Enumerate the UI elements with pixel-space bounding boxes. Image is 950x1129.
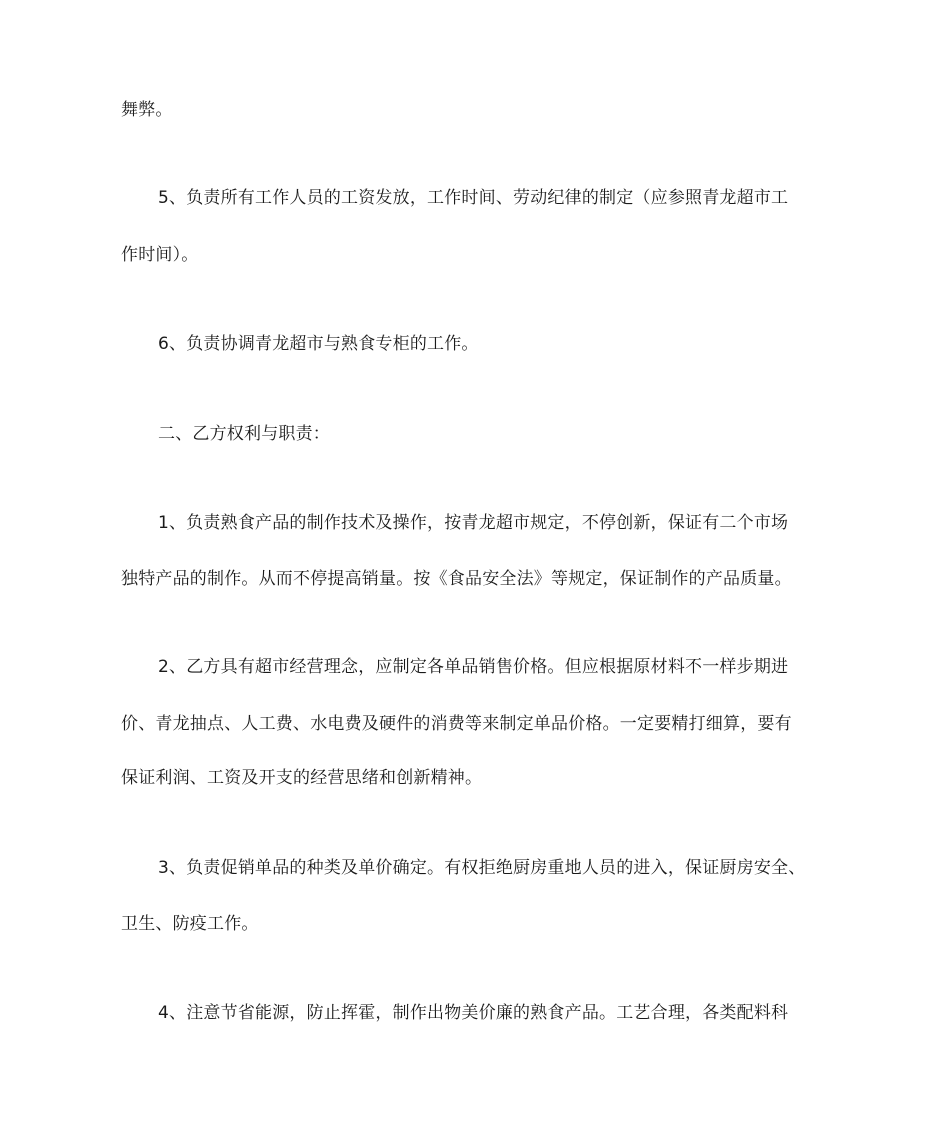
paragraph-line: 卫生、防疫工作。: [121, 914, 259, 934]
paragraph-line: 价、青龙抽点、人工费、水电费及硬件的消费等来制定单品价格。一定要精打细算，要有: [121, 714, 792, 734]
paragraph-line: 5、负责所有工作人员的工资发放，工作时间、劳动纪律的制定（应参照青龙超市工: [158, 188, 789, 208]
paragraph-line: 1、负责熟食产品的制作技术及操作，按青龙超市规定，不停创新，保证有二个市场: [158, 513, 789, 533]
paragraph-line: 作时间）。: [121, 245, 199, 265]
paragraph-line: 2、乙方具有超市经营理念，应制定各单品销售价格。但应根据原材料不一样步期进: [158, 657, 789, 677]
paragraph-line: 4、注意节省能源，防止挥霍，制作出物美价廉的熟食产品。工艺合理，各类配料科: [158, 1003, 789, 1023]
paragraph-line: 独特产品的制作。从而不停提高销量。按《食品安全法》等规定，保证制作的产品质量。: [121, 569, 792, 589]
section-heading: 二、乙方权利与职责：: [158, 424, 330, 444]
paragraph-line: 6、负责协调青龙超市与熟食专柜的工作。: [158, 334, 479, 354]
paragraph-line: 保证利润、工资及开支的经营思绪和创新精神。: [121, 768, 483, 788]
paragraph-line: 舞弊。: [121, 100, 173, 120]
paragraph-line: 3、负责促销单品的种类及单价确定。有权拒绝厨房重地人员的进入，保证厨房安全、: [158, 858, 806, 878]
